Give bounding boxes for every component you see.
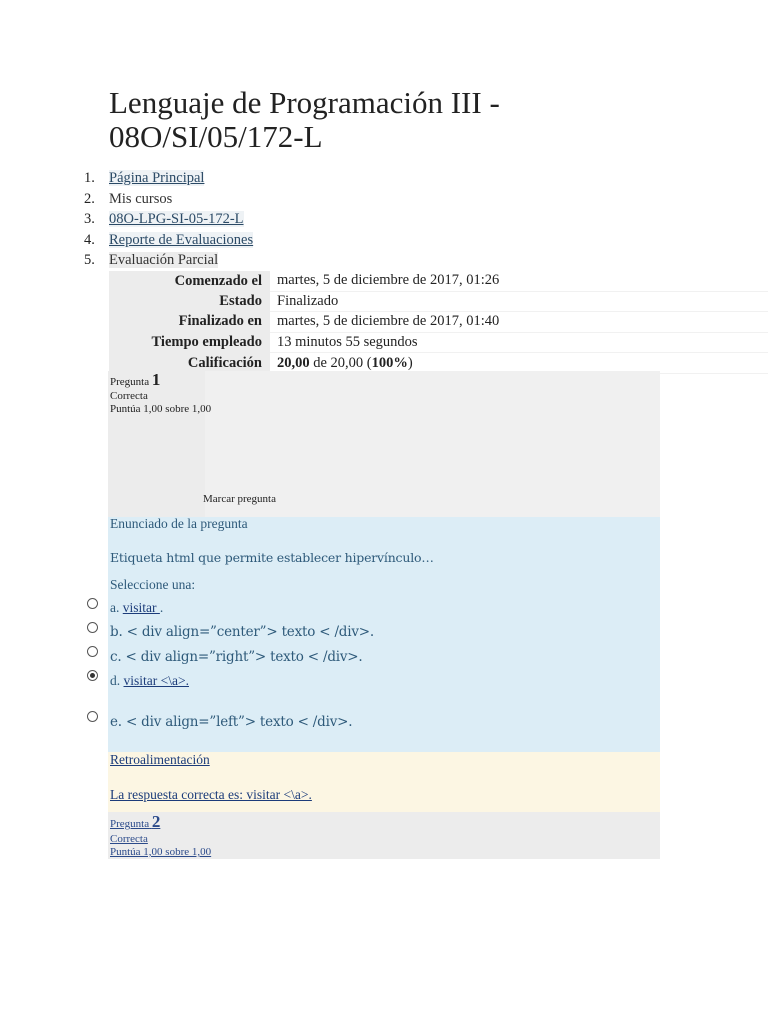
grade-value: 20,00 de 20,00 (100%) (270, 353, 768, 374)
summary-label: Tiempo empleado (109, 332, 270, 353)
question-text: Etiqueta html que permite establecer hipervínculo… (110, 550, 434, 565)
summary-value: 13 minutos 55 segundos (270, 332, 768, 353)
question-2-header[interactable]: Pregunta 2 (110, 812, 161, 831)
question-number: 1 (151, 370, 161, 389)
breadcrumb-my-courses: Mis cursos (109, 190, 173, 207)
breadcrumb-item[interactable]: 3. 08O-LPG-SI-05-172-L (84, 211, 244, 227)
summary-label: Comenzado el (109, 271, 270, 291)
summary-label: Calificación (109, 353, 270, 374)
option-d[interactable]: d. visitar <\a>. (110, 673, 189, 688)
option-d-radio[interactable] (87, 670, 98, 681)
question-1-header: Pregunta 1 (110, 370, 161, 389)
summary-label: Estado (109, 291, 270, 312)
correct-answer-text[interactable]: La respuesta correcta es: visitar <\a>. (110, 787, 312, 802)
question-2-status: Correcta (110, 833, 148, 845)
summary-row (109, 271, 768, 291)
breadcrumb-link-course[interactable]: 08O-LPG-SI-05-172-L (109, 211, 244, 227)
option-a-radio[interactable] (87, 598, 98, 609)
summary-row (109, 291, 768, 312)
option-a[interactable]: a. visitar . (110, 600, 164, 615)
question-number: 2 (151, 812, 161, 831)
breadcrumb-item[interactable]: 4. Reporte de Evaluaciones (84, 231, 254, 248)
option-b[interactable]: b. < div align=”center”> texto < /div>. (110, 624, 374, 640)
select-one-label: Seleccione una: (110, 577, 196, 592)
question-1-score: Puntúa 1,00 sobre 1,00 (110, 403, 212, 415)
option-e-radio[interactable] (87, 711, 98, 722)
option-e[interactable]: e. < div align=”left”> texto < /div>. (110, 714, 353, 730)
breadcrumb-item[interactable]: 1. Página Principal (84, 170, 205, 186)
breadcrumb (84, 168, 253, 271)
summary-row (109, 332, 768, 353)
question-2-score: Puntúa 1,00 sobre 1,00 (110, 846, 212, 858)
attempt-summary-table (109, 271, 768, 374)
page-title: Lenguaje de Programación III - 08O/SI/05/172-L (109, 85, 500, 154)
option-c[interactable]: c. < div align=”right”> texto < /div>. (110, 649, 363, 665)
summary-value: martes, 5 de diciembre de 2017, 01:40 (270, 312, 768, 333)
question-1-status: Correcta (110, 390, 148, 402)
summary-value: martes, 5 de diciembre de 2017, 01:26 (270, 271, 768, 291)
summary-row (109, 312, 768, 333)
flag-question-link[interactable]: Marcar pregunta (203, 493, 276, 505)
question-statement-label: Enunciado de la pregunta (110, 516, 248, 531)
summary-value: Finalizado (270, 291, 768, 312)
feedback-title[interactable]: Retroalimentación (110, 752, 210, 767)
summary-label: Finalizado en (109, 312, 270, 333)
breadcrumb-item: 2. Mis cursos (84, 190, 173, 207)
option-b-radio[interactable] (87, 622, 98, 633)
breadcrumb-link-home[interactable]: Página Principal (109, 170, 205, 186)
breadcrumb-item: 5. Evaluación Parcial (84, 252, 219, 268)
option-c-radio[interactable] (87, 646, 98, 657)
breadcrumb-current: Evaluación Parcial (109, 252, 219, 268)
breadcrumb-link-reports[interactable]: Reporte de Evaluaciones (109, 231, 254, 248)
